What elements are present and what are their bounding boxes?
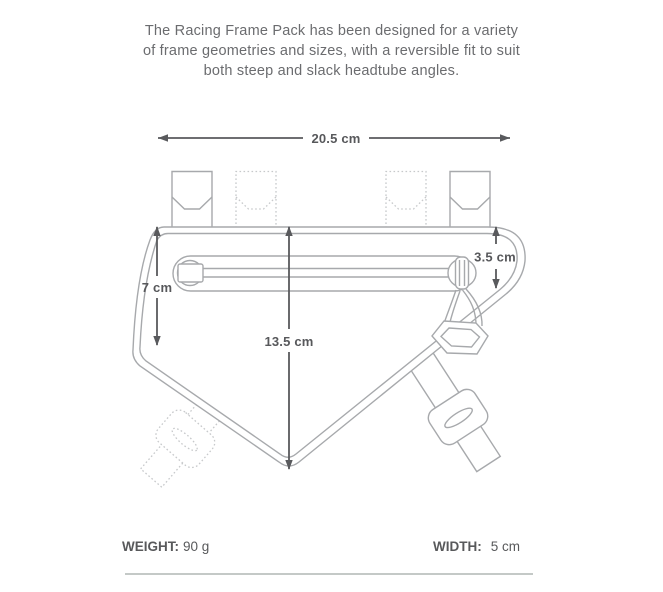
dimension-top-width-label: 20.5 cm <box>311 131 361 146</box>
dimension-side-height-label: 7 cm <box>141 280 173 295</box>
width-value: 5 cm <box>490 539 520 554</box>
dimension-top-width <box>158 131 510 146</box>
width-label: WIDTH: <box>433 539 482 554</box>
dimension-top-depth-label: 3.5 cm <box>474 249 516 265</box>
spec-weight <box>122 539 209 554</box>
zipper-slider-bar <box>456 257 469 289</box>
dimension-center-height-label: 13.5 cm <box>264 334 314 349</box>
zipper-end-tab <box>178 264 203 282</box>
zipper-track <box>173 256 472 291</box>
weight-value: 90 g <box>183 539 210 554</box>
strap-buckle-right <box>424 386 491 449</box>
bottom-divider <box>125 573 533 575</box>
weight-label: WEIGHT: <box>122 539 179 554</box>
intro-line-3: both steep and slack headtube angles. <box>203 63 460 79</box>
intro-line-1: The Racing Frame Pack has been designed for a variety <box>144 23 519 39</box>
intro-line-2: of frame geometries and sizes, with a reversible fit to suit <box>142 43 521 59</box>
spec-width <box>433 539 520 554</box>
strap-buckle-left <box>152 406 219 472</box>
